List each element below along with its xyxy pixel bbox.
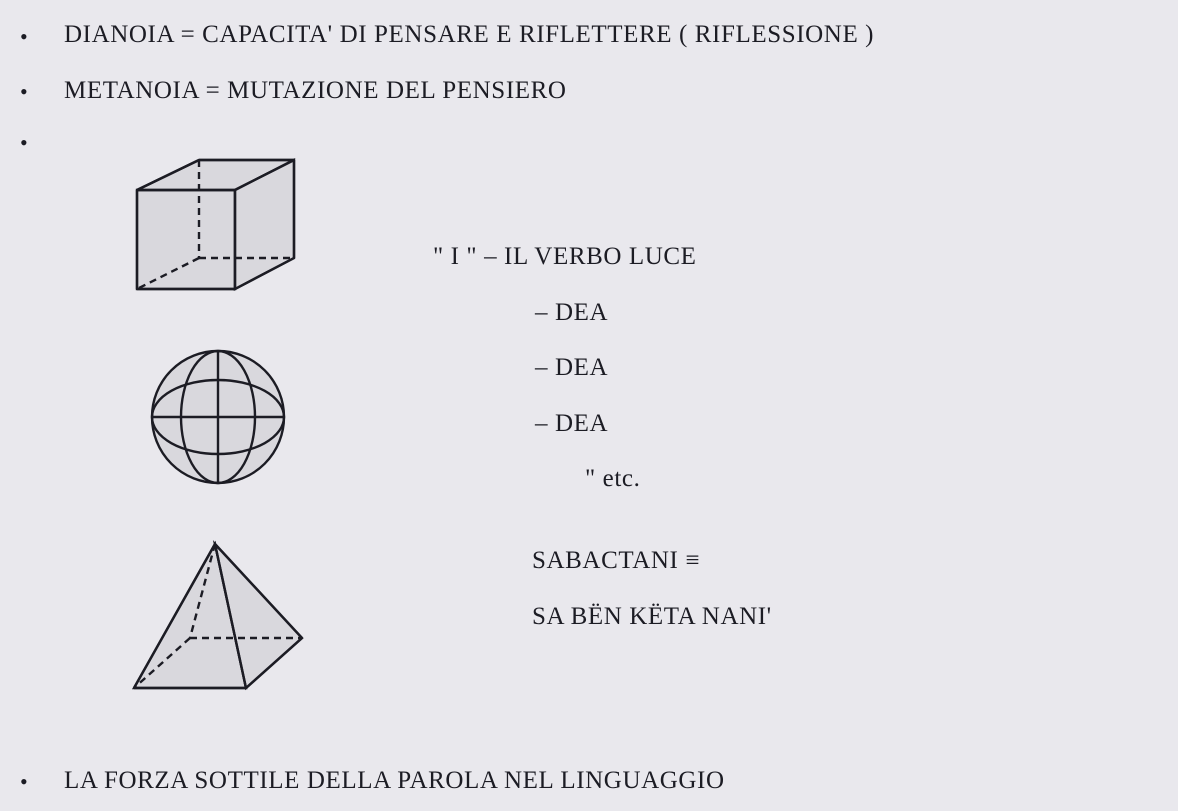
- etc-line: " etc.: [585, 465, 641, 492]
- verbo-luce-line: " I " – IL VERBO LUCE: [433, 243, 697, 270]
- metanoia-definition: METANOIA = MUTAZIONE DEL PENSIERO: [64, 77, 567, 104]
- bullet-4: •: [20, 769, 28, 794]
- cube-figure: [130, 152, 310, 302]
- dea-line-1: – DEA: [535, 299, 609, 326]
- sa-ben-keta-line: SA BËN KËTA NANI': [532, 603, 772, 630]
- bullet-1: •: [20, 24, 28, 49]
- sphere-figure: [145, 342, 295, 492]
- bullet-2: •: [20, 79, 28, 104]
- pyramid-figure: [128, 538, 318, 698]
- dea-line-3: – DEA: [535, 410, 609, 437]
- bullet-3: •: [20, 130, 28, 155]
- sabactani-line: SABACTANI ≡: [532, 547, 701, 574]
- dianoia-definition: DIANOIA = CAPACITA' DI PENSARE E RIFLETTERE ( RIFLESSIONE ): [64, 21, 875, 48]
- dea-line-2: – DEA: [535, 354, 609, 381]
- forza-sottile-line: LA FORZA SOTTILE DELLA PAROLA NEL LINGUAGGIO: [64, 767, 725, 794]
